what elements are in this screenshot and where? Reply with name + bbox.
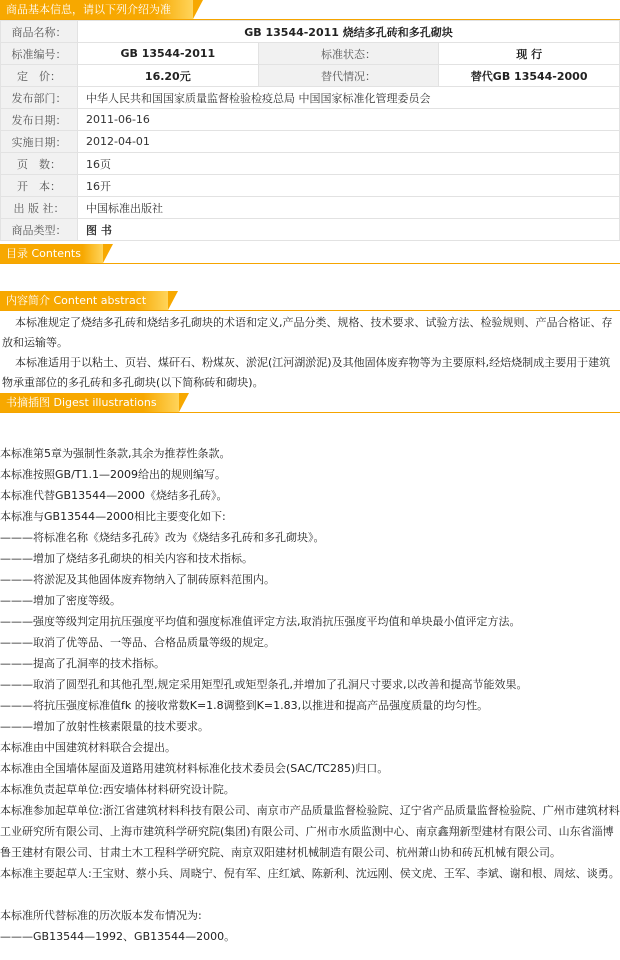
table-row [1,43,620,65]
type-value: 图 书 [78,219,620,241]
section-header-info [0,0,620,20]
digest-line: ———取消了优等品、一等品、合格品质量等级的规定。 [0,636,275,649]
digest-line: ———取消了圆型孔和其他孔型,规定采用矩型孔或矩型条孔,并增加了孔洞尺寸要求,以改善和提高节能效果。 [0,678,528,691]
digest-line: ———提高了孔洞率的技术指标。 [0,657,165,670]
digest-line: ———增加了烧结多孔砌块的相关内容和技术指标。 [0,552,253,565]
digest-line: ———将标准名称《烧结多孔砖》改为《烧结多孔砖和多孔砌块》。 [0,531,325,544]
status-label: 标准状态： [258,43,439,65]
table-row [1,21,620,43]
impl-value: 2012-04-01 [78,131,620,153]
price-label: 定 价： [1,65,78,87]
section-title-digest: 书摘插图 Digest illustrations [0,393,179,412]
digest-line: ———GB13544—1992、GB13544—2000。 [0,930,236,943]
table-row [1,153,620,175]
digest-blank-line [0,884,620,905]
section-title-abstract: 内容简介 Content abstract [0,291,168,310]
publisher-value: 中国标准出版社 [78,197,620,219]
code-label: 标准编号： [1,43,78,65]
table-row [1,65,620,87]
impl-label: 实施日期： [1,131,78,153]
code-value: GB 13544-2011 [78,43,259,65]
section-title-toc: 目录 Contents [0,244,103,263]
dept-label: 发布部门： [1,87,78,109]
price-value: 16.20元 [78,65,259,87]
pubdate-label: 发布日期： [1,109,78,131]
table-row [1,197,620,219]
table-row [1,131,620,153]
pubdate-value: 2011-06-16 [78,109,620,131]
format-value: 16开 [78,175,620,197]
digest-line: ———强度等级判定用抗压强度平均值和强度标准值评定方法,取消抗压强度平均值和单块最小值评定方法。 [0,615,521,628]
digest-line: 本标准按照GB/T1.1—2009给出的规则编写。 [0,468,226,481]
digest-line: 本标准所代替标准的历次版本发布情况为: [0,909,202,922]
abstract-body [0,311,620,393]
digest-line: 本标准由中国建筑材料联合会提出。 [0,741,176,754]
name-value: GB 13544-2011 烧结多孔砖和多孔砌块 [78,21,620,43]
digest-line: 本标准与GB13544—2000相比主要变化如下: [0,510,226,523]
digest-line: ———将淤泥及其他固体废弃物纳入了制砖原料范围内。 [0,573,275,586]
section-header-toc [0,244,620,264]
digest-line: ———增加了密度等级。 [0,594,121,607]
product-info-table [0,20,620,241]
digest-line: 本标准代替GB13544—2000《烧结多孔砖》。 [0,489,228,502]
section-header-digest [0,393,620,413]
digest-line: ———将抗压强度标准值fk 的接收常数K=1.8调整到K=1.83,以推进和提高产品强度质量的均匀性。 [0,699,489,712]
table-row [1,87,620,109]
dept-value: 中华人民共和国国家质量监督检验检疫总局 中国国家标准化管理委员会 [78,87,620,109]
pages-label: 页 数： [1,153,78,175]
digest-line: ———增加了放射性核素限量的技术要求。 [0,720,209,733]
publisher-label: 出 版 社： [1,197,78,219]
digest-line: 本标准参加起草单位:浙江省建筑材料科技有限公司、南京市产品质量监督检验院、辽宁省产品质量监督检验院、广州市建筑材料工业研究所有限公司、上海市建筑科学研究院(集团)有限公司、广州市水质监测中心、南京鑫翔新型建材有限公司、山东省淄博鲁王建材有限公司、甘肃土木工程科学研究院、南京双阳建材机械制造有限公司、杭州萧山协和砖瓦机械有限公司。 [0,804,620,859]
digest-line: 本标准主要起草人:王宝财、蔡小兵、周晓宁、倪有军、庄红斌、陈新利、沈远刚、侯文虎、王军、李斌、谢和根、周炫、谈勇。 [0,867,620,880]
replace-label: 替代情况： [258,65,439,87]
format-label: 开 本： [1,175,78,197]
section-header-abstract [0,291,620,311]
digest-line: 本标准负责起草单位:西安墙体材料研究设计院。 [0,783,235,796]
status-value: 现 行 [439,43,620,65]
digest-line: 本标准由全国墙体屋面及道路用建筑材料标准化技术委员会(SAC/TC285)归口。 [0,762,389,775]
type-label: 商品类型： [1,219,78,241]
abstract-paragraph: 本标准规定了烧结多孔砖和烧结多孔砌块的术语和定义,产品分类、规格、技术要求、试验方法、检验规则、产品合格证、存放和运输等。 [2,316,613,349]
table-row [1,175,620,197]
section-title-info: 商品基本信息，请以下列介绍为准 [0,0,193,19]
replace-value: 替代GB 13544-2000 [439,65,620,87]
digest-line: 本标准第5章为强制性条款,其余为推荐性条款。 [0,447,231,460]
abstract-paragraph: 本标准适用于以粘土、页岩、煤矸石、粉煤灰、淤泥(江河湖淤泥)及其他固体废弃物等为主要原料,经焙烧制成主要用于建筑物承重部位的多孔砖和多孔砌块(以下简称砖和砌块)。 [2,356,611,389]
name-label: 商品名称： [1,21,78,43]
pages-value: 16页 [78,153,620,175]
digest-body [0,413,620,947]
table-row [1,219,620,241]
table-row [1,109,620,131]
